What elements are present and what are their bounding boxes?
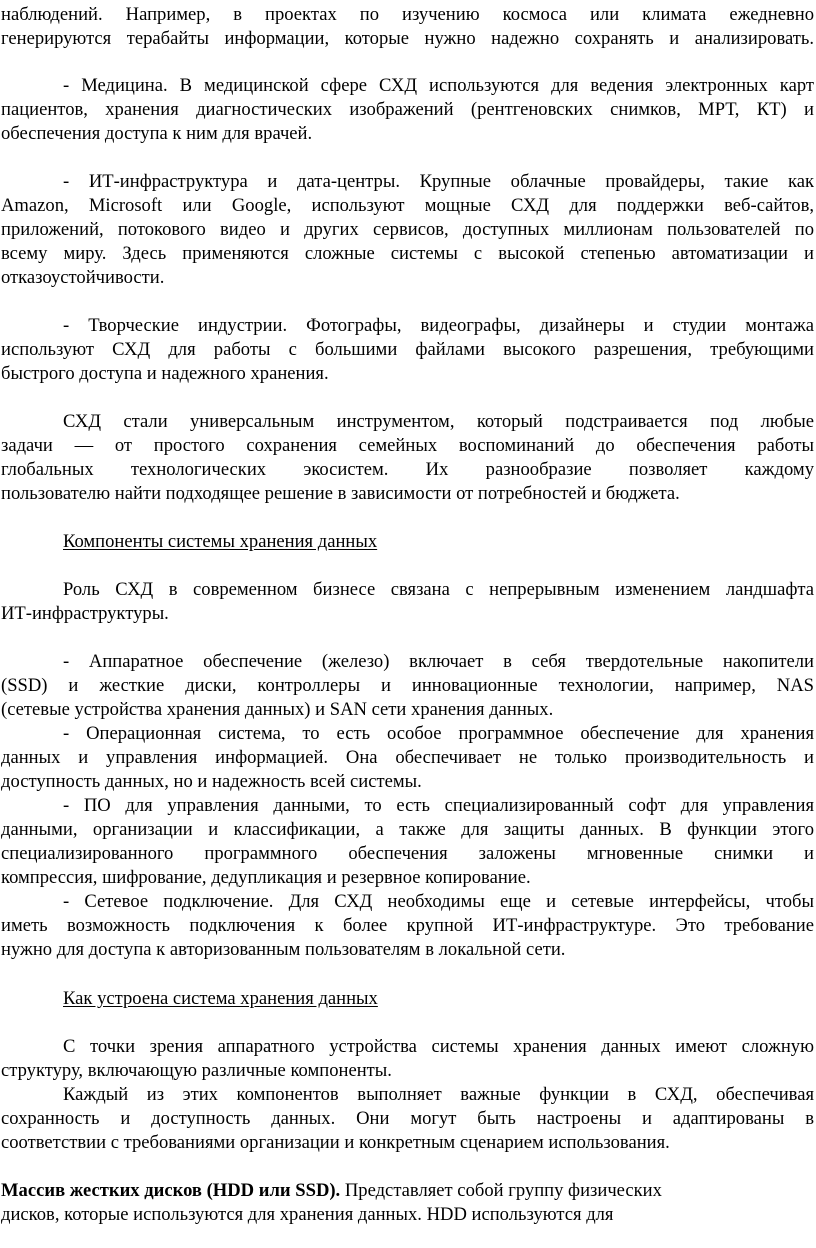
text-line: генерируются терабайты информации, которые нужно надежно сохранять и анализировать.: [1, 28, 814, 49]
text-line: Роль СХД в современном бизнесе связана с непрерывным изменением ландшафта: [63, 579, 814, 600]
text-line: СХД стали универсальным инструментом, который подстраивается под любые: [63, 411, 814, 432]
text-line: дисков, которые используются для хранения данных. HDD используются для: [1, 1204, 614, 1225]
text-line: компрессия, шифрование, дедупликация и резервное копирование.: [1, 867, 531, 888]
section-heading-components: [63, 530, 814, 553]
text-line: Amazon, Microsoft или Google, используют мощные СХД для поддержки веб-сайтов,: [1, 195, 814, 216]
text-line: ИТ-инфраструктуры.: [1, 603, 169, 624]
text-line: задачи — от простого сохранения семейных воспоминаний до обеспечения работы: [1, 435, 814, 456]
text-line: наблюдений. Например, в проектах по изучению космоса или климата ежедневно: [1, 4, 814, 25]
text-line: - Операционная система, то есть особое программное обеспечение для хранения: [63, 723, 814, 744]
text-line: С точки зрения аппаратного устройства системы хранения данных имеют сложную: [63, 1036, 814, 1057]
text-line: быстрого доступа и надежного хранения.: [1, 363, 329, 384]
text-run: Представляет собой группу физических: [340, 1180, 662, 1201]
text-line: - ПО для управления данными, то есть специализированный софт для управления: [63, 795, 814, 816]
text-line: (SSD) и жесткие диски, контроллеры и инновационные технологии, например, NAS: [1, 675, 814, 696]
text-line: структуру, включающую различные компоненты.: [1, 1060, 392, 1081]
text-line: отказоустойчивости.: [1, 267, 165, 288]
text-line: соответствии с требованиями организации и конкретным сценарием использования.: [1, 1132, 670, 1153]
text-line: используют СХД для работы с большими файлами высокого разрешения, требующими: [1, 339, 814, 360]
text-line: приложений, потокового видео и других сервисов, доступных миллионам пользователей по: [1, 219, 814, 240]
section-heading-structure: [63, 987, 814, 1010]
text-line: данными, организации и классификации, а также для защиты данных. В функции этого: [1, 819, 814, 840]
bold-term: Массив жестких дисков (HDD или SSD).: [1, 1180, 341, 1201]
text-line: всему миру. Здесь применяются сложные системы с высокой степенью автоматизации и: [1, 243, 814, 264]
text-line: обеспечения доступа к ним для врачей.: [1, 123, 313, 144]
section-heading-text: Компоненты системы хранения данных: [63, 531, 378, 552]
text-line: - Аппаратное обеспечение (железо) включает в себя твердотельные накопители: [63, 651, 814, 672]
text-line: - Творческие индустрии. Фотографы, видеографы, дизайнеры и студии монтажа: [63, 315, 814, 336]
text-line: пациентов, хранения диагностических изображений (рентгеновских снимков, МРТ, КТ) и: [1, 99, 814, 120]
disk-array-paragraph-start: [1, 1179, 814, 1202]
text-line: - Медицина. В медицинской сфере СХД используются для ведения электронных карт: [63, 75, 814, 96]
text-line: доступность данных, но и надежность всей системы.: [1, 771, 422, 792]
text-line: иметь возможность подключения к более крупной ИТ-инфраструктуре. Это требование: [1, 915, 814, 936]
text-line: специализированного программного обеспечения заложены мгновенные снимки и: [1, 843, 814, 864]
text-line: данных и управления информацией. Она обеспечивает не только производительность и: [1, 747, 814, 768]
text-line: сохранность и доступность данных. Они могут быть настроены и адаптированы в: [1, 1108, 814, 1129]
text-line: Каждый из этих компонентов выполняет важные функции в СХД, обеспечивая: [63, 1084, 814, 1105]
section-heading-text: Как устроена система хранения данных: [63, 988, 378, 1009]
text-line: - Сетевое подключение. Для СХД необходимы еще и сетевые интерфейсы, чтобы: [63, 891, 814, 912]
text-line: пользователю найти подходящее решение в зависимости от потребностей и бюджета.: [1, 483, 680, 504]
text-line: глобальных технологических экосистем. Их разнообразие позволяет каждому: [1, 459, 814, 480]
text-line: - ИТ-инфраструктура и дата-центры. Крупные облачные провайдеры, такие как: [63, 171, 814, 192]
text-line: (сетевые устройства хранения данных) и SAN сети хранения данных.: [1, 699, 554, 720]
text-line: нужно для доступа к авторизованным пользователям в локальной сети.: [1, 939, 566, 960]
